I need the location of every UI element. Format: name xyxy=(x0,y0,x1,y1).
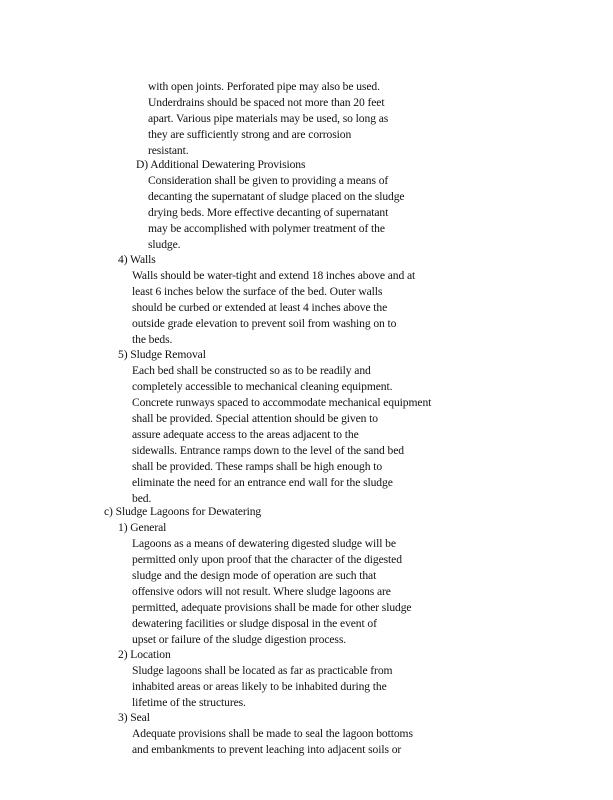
text-line: with open joints. Perforated pipe may also be used. xyxy=(148,80,380,93)
text-line: sludge. xyxy=(148,238,181,251)
text-line: lifetime of the structures. xyxy=(132,696,246,709)
text-line: drying beds. More effective decanting of supernatant xyxy=(148,206,389,219)
text-line: should be curbed or extended at least 4 inches above the xyxy=(132,301,388,314)
section-heading-general: 1) General xyxy=(118,521,167,534)
text-line: shall be provided. Special attention should be given to xyxy=(132,412,378,425)
text-line: Concrete runways spaced to accommodate mechanical equipment xyxy=(132,396,432,409)
text-line: Adequate provisions shall be made to seal the lagoon bottoms xyxy=(132,727,413,740)
text-line: permitted, adequate provisions shall be made for other sludge xyxy=(132,601,412,614)
text-line: offensive odors will not result. Where sludge lagoons are xyxy=(132,585,391,598)
text-line: shall be provided. These ramps shall be high enough to xyxy=(132,460,383,473)
text-line: sludge and the design mode of operation are such that xyxy=(132,569,377,582)
text-line: they are sufficiently strong and are corrosion xyxy=(148,128,352,141)
text-line: Underdrains should be spaced not more than 20 feet xyxy=(148,96,385,109)
text-line: and embankments to prevent leaching into adjacent soils or xyxy=(132,743,402,756)
text-line: the beds. xyxy=(132,333,173,346)
subsection-heading: D) Additional Dewatering Provisions xyxy=(136,158,306,171)
text-line: completely accessible to mechanical cleaning equipment. xyxy=(132,380,393,393)
text-line: Lagoons as a means of dewatering digested sludge will be xyxy=(132,537,396,550)
section-heading-sludge-removal: 5) Sludge Removal xyxy=(118,348,206,361)
text-line: permitted only upon proof that the character of the digested xyxy=(132,553,402,566)
text-line: upset or failure of the sludge digestion process. xyxy=(132,633,347,646)
text-line: assure adequate access to the areas adjacent to the xyxy=(132,428,359,441)
section-heading-location: 2) Location xyxy=(118,648,171,661)
text-line: Consideration shall be given to providing a means of xyxy=(148,174,389,187)
text-line: resistant. xyxy=(148,144,189,157)
text-line: Walls should be water-tight and extend 18 inches above and at xyxy=(132,269,416,282)
text-line: dewatering facilities or sludge disposal in the event of xyxy=(132,617,377,630)
text-line: bed. xyxy=(132,492,152,505)
text-line: outside grade elevation to prevent soil from washing on to xyxy=(132,317,397,330)
text-line: inhabited areas or areas likely to be inhabited during the xyxy=(132,680,387,693)
text-line: apart. Various pipe materials may be used, so long as xyxy=(148,112,389,125)
section-heading-seal: 3) Seal xyxy=(118,711,150,724)
text-line: decanting the supernatant of sludge placed on the sludge xyxy=(148,190,405,203)
text-line: eliminate the need for an entrance end wall for the sludge xyxy=(132,476,393,489)
section-heading-sludge-lagoons: c) Sludge Lagoons for Dewatering xyxy=(104,505,262,518)
section-heading-walls: 4) Walls xyxy=(118,253,156,266)
text-line: Each bed shall be constructed so as to be readily and xyxy=(132,364,371,377)
text-line: Sludge lagoons shall be located as far as practicable from xyxy=(132,664,393,677)
text-line: least 6 inches below the surface of the bed. Outer walls xyxy=(132,285,383,298)
text-line: sidewalls. Entrance ramps down to the level of the sand bed xyxy=(132,444,404,457)
text-line: may be accomplished with polymer treatment of the xyxy=(148,222,385,235)
